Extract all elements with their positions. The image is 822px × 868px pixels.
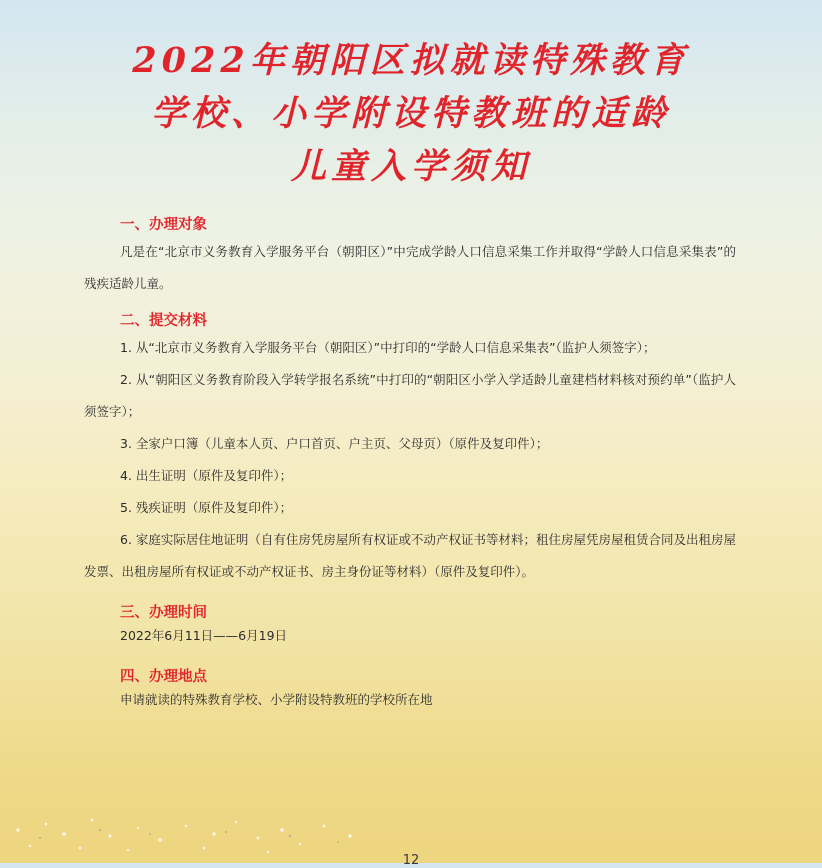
material-item-1: 1. 从“北京市义务教育入学服务平台（朝阳区）”中打印的“学龄人口信息采集表”（监护人须签字）；: [120, 340, 656, 355]
title-line-1: 2022年朝阳区拟就读特殊教育: [132, 40, 690, 81]
document-body: [84, 214, 736, 712]
material-item-5: 5. 残疾证明（原件及复印件）；: [120, 500, 293, 515]
section-target-text: 凡是在“北京市义务教育入学服务平台（朝阳区）”中完成学龄人口信息采集工作并取得“学龄人口信息采集表”的残疾适龄儿童。: [84, 244, 736, 291]
page-title: [0, 34, 822, 193]
section-heading-target: 一、办理对象: [120, 217, 207, 233]
section-heading-location: 四、办理地点: [120, 669, 207, 685]
section-heading-materials: 二、提交材料: [120, 313, 207, 329]
section-location-text: 申请就读的特殊教育学校、小学附设特教班的学校所在地: [120, 692, 433, 707]
page-number: 12: [402, 853, 420, 868]
title-line-3: 儿童入学须知: [290, 146, 531, 187]
material-item-3: 3. 全家户口簿（儿童本人页、户口首页、户主页、父母页）（原件及复印件）；: [120, 436, 549, 451]
section-heading-time: 三、办理时间: [120, 605, 207, 621]
section-time-text: 2022年6月11日——6月19日: [120, 628, 288, 643]
material-item-6: 6. 家庭实际居住地证明（自有住房凭房屋所有权证或不动产权证书等材料；租住房屋凭房屋租赁合同及出租房屋发票、出租房屋所有权证或不动产权证书、房主身份证等材料）（原件及复印件）。: [84, 532, 736, 579]
material-item-2: 2. 从“朝阳区义务教育阶段入学转学报名系统”中打印的“朝阳区小学入学适龄儿童建档材料核对预约单”（监护人须签字）；: [84, 372, 736, 419]
title-line-2: 学校、小学附设特教班的适龄: [150, 93, 671, 134]
material-item-4: 4. 出生证明（原件及复印件）；: [120, 468, 293, 483]
